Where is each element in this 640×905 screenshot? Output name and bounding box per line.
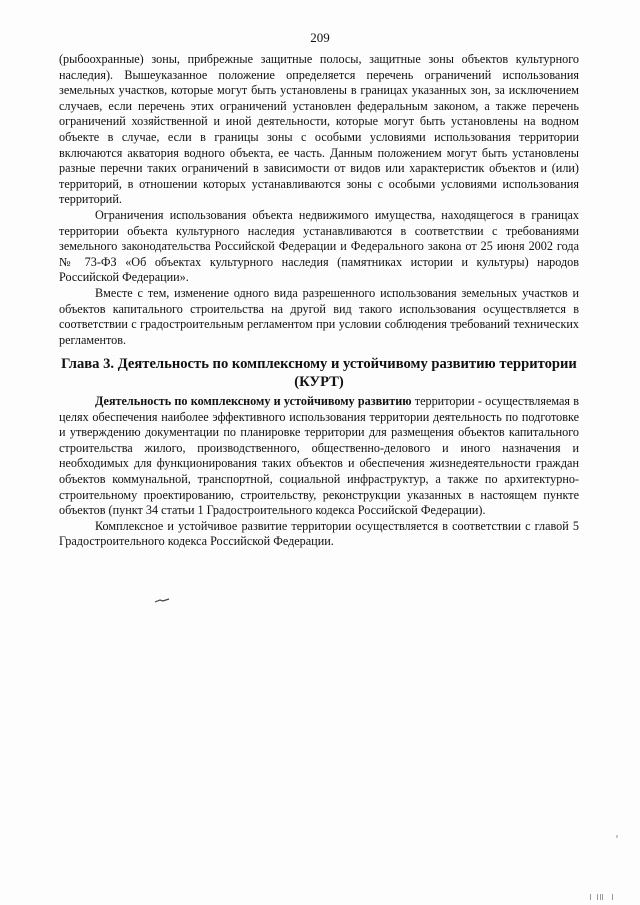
definition-term: Деятельность по комплексному и устойчивому развитию xyxy=(95,394,412,408)
definition-paragraph xyxy=(59,394,579,519)
paragraph: Вместе с тем, изменение одного вида разрешенного использования земельных участков и объектов капитального строительства на другой вид такого использования осуществляется в соответствии с градостроительным регламентом при условии соблюдения требований технических регламентов. xyxy=(59,285,579,347)
chapter-body-section xyxy=(59,394,579,550)
body-text-section xyxy=(59,52,579,348)
chapter-heading: Глава 3. Деятельность по комплексному и устойчивому развитию территории (КУРТ) xyxy=(61,356,577,390)
corner-scan-mark-icon xyxy=(588,893,622,901)
scan-mark-icon xyxy=(154,598,170,604)
scan-artifact xyxy=(616,835,618,838)
page-number: 209 xyxy=(310,30,330,45)
paragraph: Ограничения использования объекта недвижимого имущества, находящегося в границах территории объекта культурного наследия устанавливаются в соответствии с требованиями земельного законодательства Российской Федерации и Федерального закона от 25 июня 2002 года № 73-ФЗ «Об объектах культурного наследия (памятниках истории и культуры) народов Российской Федерации». xyxy=(59,207,579,285)
paragraph: Комплексное и устойчивое развитие территории осуществляется в соответствии с главой 5 Градостроительного кодекса Российской Федерации. xyxy=(59,518,579,549)
definition-text: территории - осуществляемая в целях обеспечения наиболее эффективного использования территории деятельность по подготовке и утверждению документации по планировке территории для размещения объектов капитального строительства жилого, производственного, общественно-делового и иного назначения и необходимых для функционирования таких объектов и обеспечения жизнедеятельности граждан объектов коммунальной, транспортной, социальной инфраструктур, а также по архитектурно-строительному проектированию, строительству, реконструкции указанных в настоящем пункте объектов (пункт 34 статьи 1 Градостроительного кодекса Российской Федерации). xyxy=(59,394,579,518)
paragraph: (рыбоохранные) зоны, прибрежные защитные полосы, защитные зоны объектов культурного наследия). Вышеуказанное положение определяется перечень ограничений использования земельных участков, которые могут быть установлены в границах указанных зон, за исключением случаев, если перечень этих ограничений установлен федеральным законом, а также перечень ограничений хозяйственной и иной деятельности, которые могут быть установлены на водном объекте в случае, если в границы зоны с особыми условиями использования территории включаются акватория водного объекта, ее часть. Данным положением могут быть установлены разные перечни таких ограничений в зависимости от видов или характеристик объектов и (или) территорий, в отношении которых устанавливаются зоны с особыми условиями использования территорий. xyxy=(59,52,579,207)
